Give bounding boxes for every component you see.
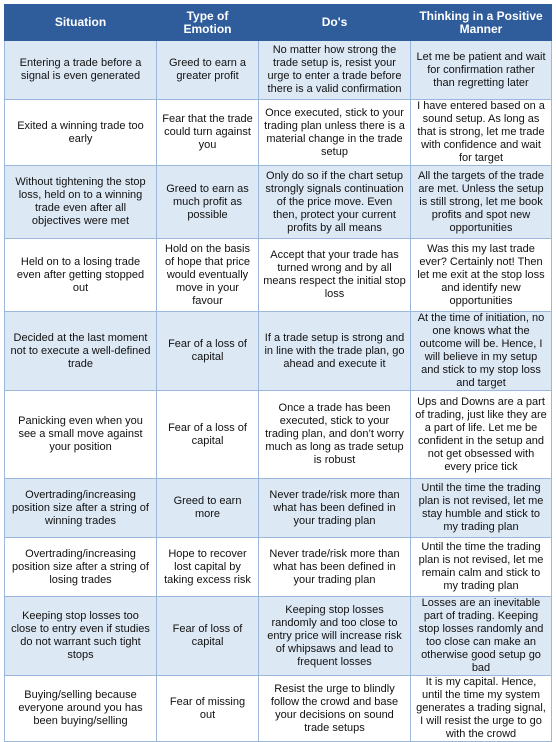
dos-cell: Once executed, stick to your trading plan unless there is a material change in the trade setup bbox=[259, 100, 411, 166]
table-row bbox=[5, 312, 552, 391]
table-row bbox=[5, 239, 552, 312]
header-dos: Do's bbox=[259, 5, 411, 41]
emotion-cell: Fear of missing out bbox=[157, 676, 259, 742]
situation-cell: Overtrading/increasing position size after a string of winning trades bbox=[5, 479, 157, 538]
positive-cell: All the targets of the trade are met. Unless the setup is still strong, let me book profits and spot new opportunities bbox=[411, 166, 552, 239]
table-row bbox=[5, 676, 552, 742]
emotion-cell: Fear of loss of capital bbox=[157, 597, 259, 676]
table-row bbox=[5, 41, 552, 100]
table-row bbox=[5, 479, 552, 538]
positive-cell: Ups and Downs are a part of trading, just like they are a part of life. Let me be confident in the setup and not get obsessed with every price tick bbox=[411, 391, 552, 479]
dos-cell: Never trade/risk more than what has been defined in your trading plan bbox=[259, 538, 411, 597]
table-row bbox=[5, 597, 552, 676]
emotion-cell: Fear that the trade could turn against you bbox=[157, 100, 259, 166]
positive-cell: At the time of initiation, no one knows what the outcome will be. Hence, I will believe in my setup and stick to my stop loss and target bbox=[411, 312, 552, 391]
positive-cell: I have entered based on a sound setup. As long as that is strong, let me trade with confidence and wait for target bbox=[411, 100, 552, 166]
positive-cell: Until the time the trading plan is not revised, let me remain calm and stick to my trading plan bbox=[411, 538, 552, 597]
dos-cell: Accept that your trade has turned wrong and by all means respect the initial stop loss bbox=[259, 239, 411, 312]
positive-cell: Until the time the trading plan is not revised, let me stay humble and stick to my trading plan bbox=[411, 479, 552, 538]
dos-cell: Resist the urge to blindly follow the crowd and base your decisions on sound trade setups bbox=[259, 676, 411, 742]
situation-cell: Panicking even when you see a small move against your position bbox=[5, 391, 157, 479]
emotion-cell: Hope to recover lost capital by taking excess risk bbox=[157, 538, 259, 597]
emotion-cell: Greed to earn a greater profit bbox=[157, 41, 259, 100]
positive-cell: It is my capital. Hence, until the time my system generates a trading signal, I will resist the urge to go with the crowd bbox=[411, 676, 552, 742]
table-row bbox=[5, 100, 552, 166]
emotions-table bbox=[4, 4, 552, 742]
situation-cell: Keeping stop losses too close to entry even if studies do not warrant such tight stops bbox=[5, 597, 157, 676]
dos-cell: Once a trade has been executed, stick to your trading plan, and don’t worry much as long as trade setup is robust bbox=[259, 391, 411, 479]
dos-cell: Never trade/risk more than what has been defined in your trading plan bbox=[259, 479, 411, 538]
situation-cell: Decided at the last moment not to execute a well-defined trade bbox=[5, 312, 157, 391]
emotion-cell: Greed to earn as much profit as possible bbox=[157, 166, 259, 239]
dos-cell: No matter how strong the trade setup is, resist your urge to enter a trade before there is a valid confirmation bbox=[259, 41, 411, 100]
emotion-cell: Greed to earn more bbox=[157, 479, 259, 538]
header-positive-thinking: Thinking in a Positive Manner bbox=[411, 5, 552, 41]
table-row bbox=[5, 166, 552, 239]
situation-cell: Entering a trade before a signal is even generated bbox=[5, 41, 157, 100]
header-emotion: Type of Emotion bbox=[157, 5, 259, 41]
situation-cell: Overtrading/increasing position size after a string of losing trades bbox=[5, 538, 157, 597]
situation-cell: Buying/selling because everyone around you has been buying/selling bbox=[5, 676, 157, 742]
positive-cell: Losses are an inevitable part of trading. Keeping stop losses randomly and too close can make an otherwise good setup go bad bbox=[411, 597, 552, 676]
situation-cell: Without tightening the stop loss, held on to a winning trade even after all objectives were met bbox=[5, 166, 157, 239]
table-row bbox=[5, 391, 552, 479]
situation-cell: Exited a winning trade too early bbox=[5, 100, 157, 166]
emotion-cell: Hold on the basis of hope that price would eventually move in your favour bbox=[157, 239, 259, 312]
positive-cell: Let me be patient and wait for confirmation rather than regretting later bbox=[411, 41, 552, 100]
emotion-cell: Fear of a loss of capital bbox=[157, 312, 259, 391]
dos-cell: Keeping stop losses randomly and too close to entry price will increase risk of whipsaws and lead to frequent losses bbox=[259, 597, 411, 676]
table-row bbox=[5, 538, 552, 597]
dos-cell: If a trade setup is strong and in line with the trade plan, go ahead and execute it bbox=[259, 312, 411, 391]
dos-cell: Only do so if the chart setup strongly signals continuation of the price move. Even then, protect your current profits by all means bbox=[259, 166, 411, 239]
positive-cell: Was this my last trade ever? Certainly not! Then let me exit at the stop loss and identify new opportunities bbox=[411, 239, 552, 312]
situation-cell: Held on to a losing trade even after getting stopped out bbox=[5, 239, 157, 312]
header-row bbox=[5, 5, 552, 41]
header-situation: Situation bbox=[5, 5, 157, 41]
emotion-cell: Fear of a loss of capital bbox=[157, 391, 259, 479]
